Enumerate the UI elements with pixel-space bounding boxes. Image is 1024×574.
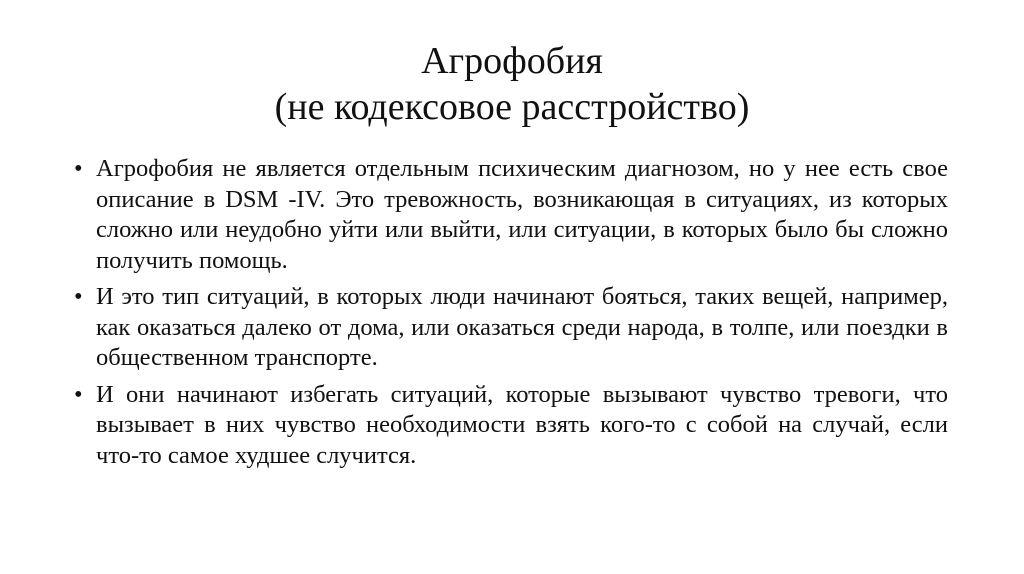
bullet-text: И это тип ситуаций, в которых люди начинают бояться, таких вещей, например, как оказаться далеко от дома, или оказаться среди народа, в толпе, или поездки в общественном транспорте. <box>96 283 948 371</box>
title-line-main: Агрофобия <box>421 40 603 82</box>
bullet-dot-icon: • <box>74 155 83 182</box>
bullet-item <box>74 282 948 374</box>
bullet-text: И они начинают избегать ситуаций, которые вызывают чувство тревоги, что вызывает в них чувство необходимости взять кого-то с собой на случай, если что-то самое худшее случится. <box>96 380 948 469</box>
bullet-dot-icon: • <box>74 283 83 310</box>
bullet-dot-icon: • <box>74 380 83 408</box>
bullet-item <box>74 154 948 276</box>
slide-title <box>0 38 1024 130</box>
bullet-list <box>74 154 948 477</box>
title-line-subtitle: (не кодексовое расстройство) <box>274 86 750 128</box>
bullet-text: Агрофобия не является отдельным психическим диагнозом, но у нее есть свое описание в DSM -IV. Это тревожность, возникающая в ситуациях, из которых сложно или неудобно уйти или выйти, или ситуации, в которых было бы сложно получить помощь. <box>96 155 948 274</box>
bullet-item <box>74 380 948 472</box>
